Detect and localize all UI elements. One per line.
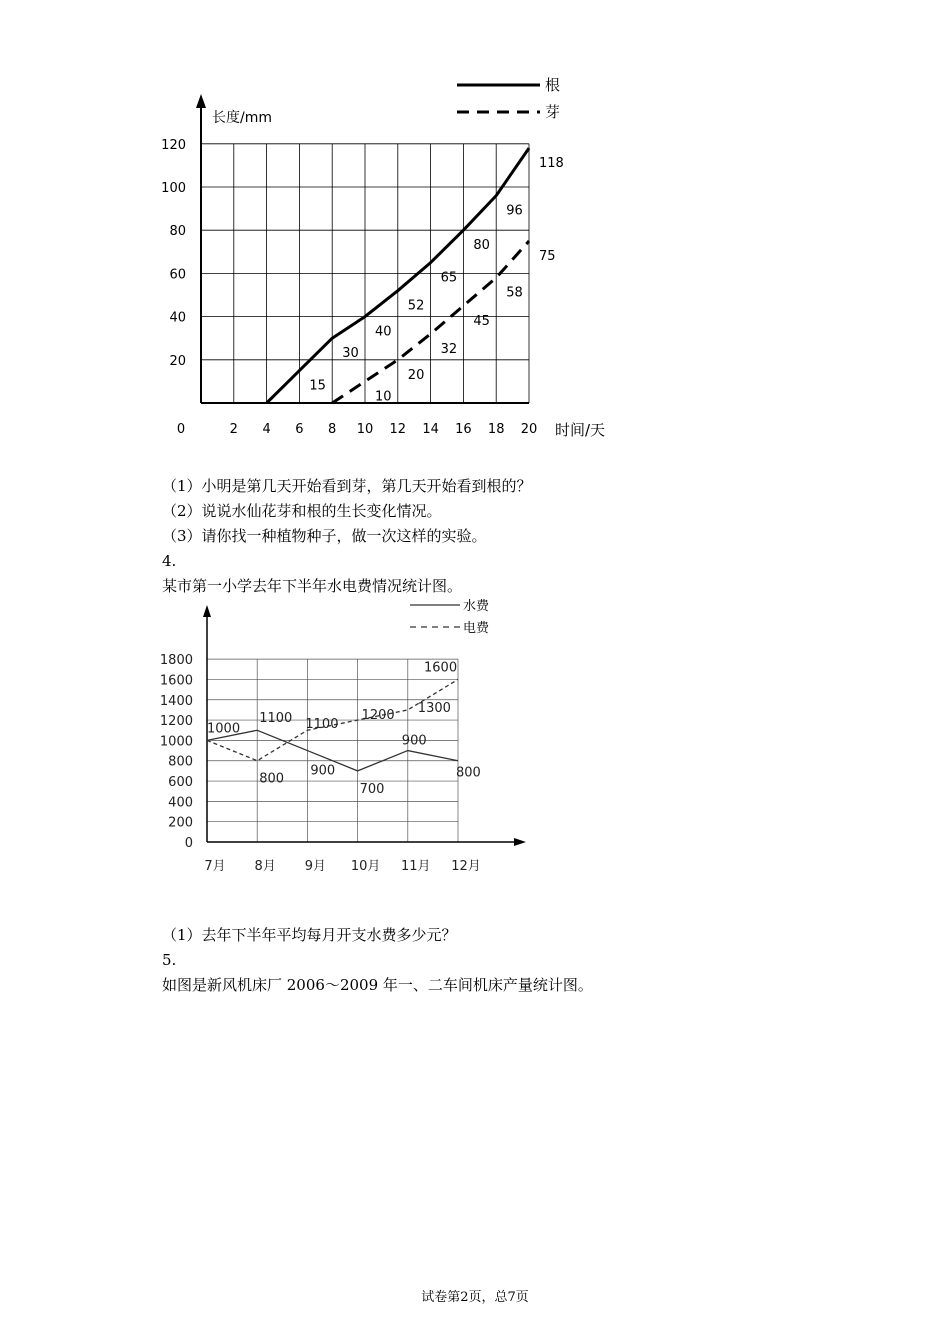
x-axis-label: 时间/天 (555, 421, 606, 439)
utility-cost-chart (160, 592, 540, 882)
x-tick-label: 8 (328, 422, 337, 437)
y-tick-label: 100 (161, 181, 186, 196)
chart-grid (207, 659, 458, 842)
data-label: 700 (359, 781, 385, 797)
data-label: 75 (539, 249, 556, 264)
y-axis-arrow (203, 605, 211, 617)
data-label: 10 (375, 389, 392, 405)
data-label: 30 (342, 346, 359, 362)
y-tick-label: 1800 (160, 653, 193, 669)
y-tick-label: 1000 (160, 734, 193, 750)
data-label: 52 (407, 298, 425, 314)
y-axis-label: 长度/mm (212, 110, 272, 126)
x-tick-label: 11月 (401, 859, 431, 874)
data-label: 800 (259, 771, 285, 787)
question-5-number: 5. (162, 951, 177, 969)
y-tick-label: 600 (168, 775, 193, 791)
y-tick-label: 1600 (160, 673, 193, 689)
y-tick-label: 1200 (160, 714, 193, 730)
x-tick-label: 12 (389, 422, 407, 437)
y-tick-label: 1400 (160, 693, 193, 709)
x-tick-label: 10月 (350, 859, 381, 874)
x-tick-label: 18 (487, 422, 505, 437)
data-label: 900 (310, 763, 336, 779)
legend-label-bud: 芽 (545, 103, 561, 121)
x-tick-label: 4 (262, 422, 271, 437)
y-tick-label: 20 (169, 353, 186, 369)
x-axis-arrow (514, 838, 526, 846)
y-axis-arrow (196, 94, 206, 108)
data-label: 1300 (417, 700, 451, 716)
data-label: 96 (506, 203, 523, 219)
page-footer: 试卷第2页，总7页 (421, 1290, 529, 1305)
question-5-intro: 如图是新风机床厂 2006～2009 年一、二车间机床产量统计图。 (162, 976, 593, 994)
x-tick-label: 14 (422, 422, 439, 437)
chart-grid (201, 144, 529, 403)
x-tick-label: 20 (520, 422, 538, 437)
data-labels (309, 156, 563, 404)
data-label: 58 (506, 285, 523, 301)
data-label: 80 (473, 238, 490, 254)
question-1-3: （3）请你找一种植物种子，做一次这样的实验。 (162, 527, 487, 545)
tick-labels (161, 138, 537, 437)
legend-label-electric: 电费 (463, 621, 490, 636)
x-tick-label: 2 (229, 422, 238, 437)
y-tick-label: 400 (168, 795, 193, 811)
legend (410, 598, 490, 636)
data-label: 1600 (424, 660, 458, 676)
x-tick-label: 8月 (254, 859, 276, 874)
question-4-1: （1）去年下半年平均每月开支水费多少元？ (162, 926, 457, 944)
data-label: 65 (440, 270, 458, 286)
data-labels (207, 660, 481, 796)
data-label: 32 (440, 341, 458, 357)
question-4-intro: 某市第一小学去年下半年水电费情况统计图。 (162, 577, 463, 595)
y-tick-label: 800 (168, 754, 193, 770)
y-tick-label: 200 (168, 815, 193, 831)
y-tick-label: 80 (169, 224, 186, 240)
data-label: 800 (456, 765, 481, 781)
data-label: 1100 (259, 711, 293, 727)
x-tick-label: 7月 (204, 859, 226, 874)
x-tick-label: 12月 (451, 859, 481, 874)
x-tick-label: 10 (356, 422, 374, 437)
data-label: 118 (539, 156, 564, 172)
data-label: 1100 (305, 717, 339, 733)
question-4-number: 4. (162, 552, 177, 570)
data-label: 20 (407, 367, 425, 383)
legend-label-water: 水费 (463, 599, 490, 614)
x-tick-label: 6 (295, 422, 304, 437)
data-label: 900 (401, 733, 427, 749)
y-tick-label: 120 (161, 137, 186, 153)
y-tick-label: 0 (184, 836, 193, 851)
y-tick-label: 60 (169, 267, 186, 283)
x-tick-label: 16 (455, 422, 472, 437)
data-label: 45 (473, 313, 490, 329)
question-1-2: （2）说说水仙花芽和根的生长变化情况。 (162, 502, 442, 520)
y-tick-label: 40 (169, 310, 186, 326)
question-1-1: （1）小明是第几天开始看到芽，第几天开始看到根的？ (162, 477, 532, 495)
data-label: 1200 (361, 708, 395, 724)
data-label: 1000 (207, 721, 241, 737)
x-tick-label: 9月 (304, 859, 327, 874)
x-tick-label: 0 (176, 422, 186, 437)
root-bud-growth-chart (150, 70, 630, 450)
chart-axes (203, 605, 526, 846)
data-label: 15 (309, 378, 326, 394)
legend-label-root: 根 (545, 76, 561, 94)
legend (457, 76, 560, 121)
data-label: 40 (375, 324, 392, 340)
